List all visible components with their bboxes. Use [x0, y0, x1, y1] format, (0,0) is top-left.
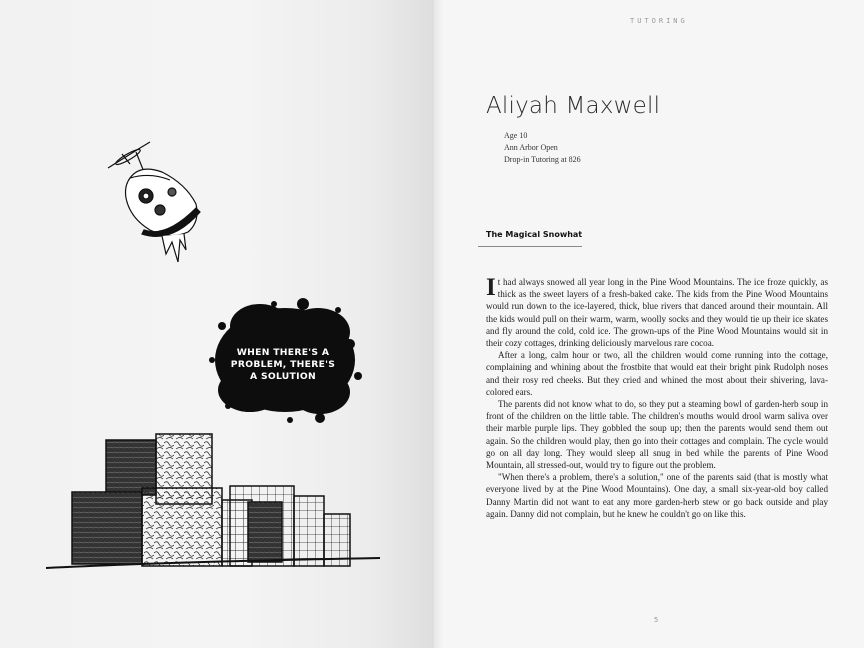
- running-head: TUTORING: [630, 17, 688, 25]
- author-meta: [504, 130, 581, 166]
- page-number: 5: [654, 616, 659, 624]
- author-name: Aliyah Maxwell: [486, 93, 661, 119]
- bubble-line-3: A SOLUTION: [250, 371, 316, 382]
- story-paragraph: "When there's a problem, there's a solution," one of the parents said (that is mostly what everyone lived by at the Pine Wood Mountains). One day, a small six-year-old boy called Danny Martin did not want to eat any more garden-herb stew or go back outside and play again. Danny did not complain, but he knew he couldn't go on like this.: [486, 472, 828, 519]
- speech-splat: [200, 296, 370, 426]
- story-paragraph: After a long, calm hour or two, all the children would come running into the cottage, complaining and whining about the frostbite that would eat their bright pink Rudolph noses and their rosy red cheeks. But they cried and whined the most about their shivering, lava-colored ears.: [486, 350, 828, 397]
- bubble-line-1: WHEN THERE'S A: [236, 347, 330, 358]
- rocket-icon: [100, 138, 210, 268]
- story-body: [486, 276, 828, 520]
- bubble-line-2: PROBLEM, THERE'S: [230, 359, 336, 370]
- drop-cap: I: [486, 274, 496, 301]
- author-program: Drop-in Tutoring at 826: [504, 155, 581, 164]
- title-rule: [478, 246, 582, 247]
- page-gutter: [434, 0, 444, 648]
- story-paragraph: It had always snowed all year long in the Pine Wood Mountains. The ice froze quickly, as thick as the sweet layers of a fresh-baked cake. The kids from the Pine Wood Mountains would run down to the ice-layered, thick, blue rivers that danced around their mountain. All the kids would pull on their warm, warm, woolly socks and they would tie up their ice skates and fly around the cold, cold ice. The grown-ups of the Pine Wood Mountains would sit in their cozy cottages, drinking deliciously marvelous rare cocoa.: [486, 274, 828, 349]
- buildings-icon: [44, 430, 384, 575]
- author-age: Age 10: [504, 131, 528, 140]
- author-school: Ann Arbor Open: [504, 143, 558, 152]
- story-paragraph: The parents did not know what to do, so they put a steaming bowl of garden-herb soup in front of the children on the little table. The children's mouths would drool warm saliva over their marble purple lips. They gobbled the soup up; then the parents would send them out again. So the children would play, then go into their cottages and complain. The cycle would go on all day long. They would sleep all snug in bed while the parents of Pine Wood Mountain, all stressed-out, would try to figure out the problem.: [486, 399, 828, 471]
- story-title: The Magical Snowhat: [486, 230, 583, 239]
